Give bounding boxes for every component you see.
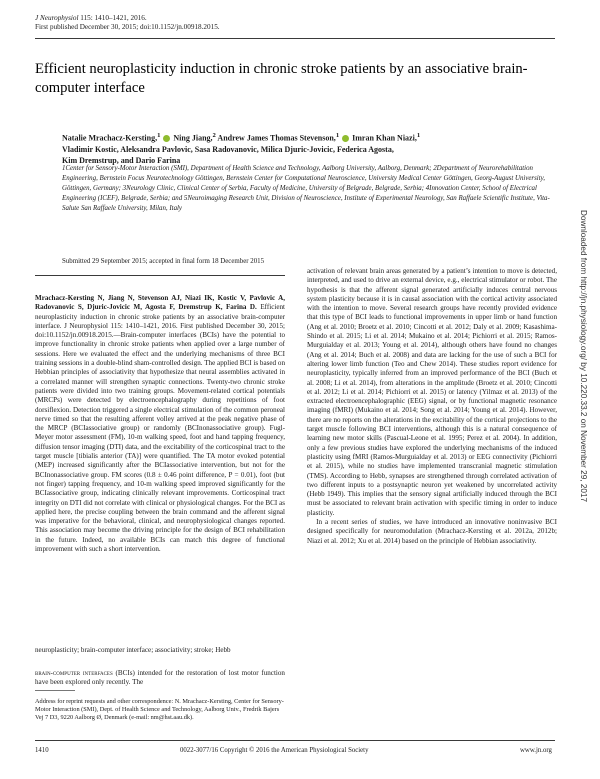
authors-line-3: Kim Dremstrup, and Dario Farina <box>62 155 181 165</box>
abstract-rule <box>35 275 285 276</box>
journal-citation <box>35 14 220 32</box>
copyright: 0022-3077/16 Copyright © 2016 the American Physiological Society <box>180 747 369 754</box>
header-rule <box>35 38 555 39</box>
intro-smallcaps: brain-computer interfaces <box>35 669 113 677</box>
intro-text: (BCIs) intended for the restoration of lost motor function have been explored only recently. The <box>35 669 285 687</box>
orcid-icon[interactable] <box>342 135 349 142</box>
keywords: neuroplasticity; brain-computer interface; associativity; stroke; Hebb <box>35 646 231 654</box>
footnote-rule <box>35 690 75 691</box>
body-column-right <box>307 267 557 546</box>
correspondence-footnote: Address for reprint requests and other correspondence: N. Mrachacz-Kersting, Center for Sensory-Motor Interaction (SMI), Dept. of Health Science and Technology, Aalborg Univ., Fredrik Bajers Vej 7 D3, 9220 Aalborg Ø, Denmark (e-mail: nm@hst.aau.dk). <box>35 698 284 722</box>
published-line: First published December 30, 2015; doi:10.1152/jn.00918.2015. <box>35 23 220 31</box>
author-3: Andrew James Thomas Stevenson, <box>217 133 336 143</box>
article-title: Efficient neuroplasticity induction in chronic stroke patients by an associative brain-computer interface <box>35 61 528 96</box>
footer-rule <box>35 740 555 741</box>
journal-url[interactable]: www.jn.org <box>520 747 552 754</box>
author-4: Imran Khan Niazi, <box>352 133 417 143</box>
abstract-body: Efficient neuroplasticity induction in chronic stroke patients by an associative brain-computer interface. J Neurophysiol 115: 1410–1421, 2016. First published December 30, 2015; doi:10.1152/jn.00918.2015.—Brain-computer interfaces (BCIs) have the potential to improve functionality in chronic stroke patients when applied over a large number of sessions. Here we evaluated the effect and the underlying mechanisms of three BCI training sessions in a double-blind sham-controlled design. The applied BCI is based on Hebbian principles of associativity that hypothesize that neural assemblies activated in a correlated manner will strengthen synaptic connections. Twenty-two chronic stroke patients were divided into two training groups. Movement-related cortical potentials (MRCPs) were detected by electroencephalography during repetitions of foot dorsiflexion. Detection triggered a single electrical stimulation of the common peroneal nerve timed so that the resulting afferent volley arrived at the peak negative phase of the MRCP (BCIassociative group) or randomly (BCInonassociative group). Fugl-Meyer motor assessment (FM), 10-m walking speed, foot and hand tapping frequency, diffusion tensor imaging (DTI) data, and the excitability of the corticospinal tract to the target muscle [tibialis anterior (TA)] were quantified. The TA motor evoked potential (MEP) increased significantly after the BCIassociative intervention, but not for the BCInonassociative group. FM scores (0.8 ± 0.46 point difference, P = 0.01), foot (but not finger) tapping frequency, and 10-m walking speed improved significantly for the BCIassociative group, indicating clinically relevant improvements. Corticospinal tract integrity on DTI did not correlate with clinical or physiological changes. For the BCI as applied here, the precise coupling between the brain command and the afferent signal was imperative for the behavioral, clinical, and neurophysiological changes reported. This association may become the driving principle for the design of BCI rehabilitation in the future. Indeed, no available BCIs can match this degree of functional improvement with such a short intervention. <box>35 303 285 554</box>
orcid-icon[interactable] <box>163 135 170 142</box>
authors-line-2: Vladimir Kostic, Aleksandra Pavlovic, Sasa Radovanovic, Milica Djuric-Jovicic, Federica Agosta, <box>62 144 394 154</box>
author-1: Natalie Mrachacz-Kersting, <box>62 133 158 143</box>
author-2: Ning Jiang, <box>173 133 213 143</box>
abstract <box>35 294 285 554</box>
citation: 115: 1410–1421, 2016. <box>80 14 147 22</box>
intro-paragraph <box>35 669 285 688</box>
author-list: Natalie Mrachacz-Kersting,$^1$ Ning Jiang,$^2$ Andrew James Thomas Stevenson,$^1$ Imran Khan Niazi,$^1$ Vladimir Kostic, Aleksandra Pavlovic, Sasa Radovanovic, Milica Djuric-Jovicic, Federica Agosta, Kim Dremstrup, and Dario Farina <box>62 132 421 165</box>
submission-dates: Submitted 29 September 2015; accepted in final form 18 December 2015 <box>62 258 265 265</box>
download-watermark: Downloaded from http://jn.physiology.org/ by 10.220.33.2 on November 29, 2017 <box>579 210 588 503</box>
body-paragraph-1: activation of relevant brain areas generated by a patient’s intention to move is detected, interpreted, and used to drive an external device, e.g., electrical stimulator or robot. The hypothesis is that the afferent signal generated artificially induces central nervous system plasticity because it is in causal association with the cortical activity associated with the intention to move. Several research groups have recently provided evidence that this type of BCI leads to functional improvements in upper limb or hand function (Ang et al. 2010; Broetz et al. 2010; Cincotti et al. 2012; Daly et al. 2009; Kasashima-Shindo et al. 2015; Li et al. 2014; Mukaino et al. 2014; Pichiorri et al. 2015; Ramos-Murguialday et al. 2013; Young et al. 2014), although others have found no changes (Ang et al. 2014; Buch et al. 2008) and data are lacking for the use of such a BCI for altering lower limb function (Teo and Chew 2014). These studies report evidence for neuroplasticity, typically inferred from an improved performance of the BCI (Buch et al. 2008; Li et al. 2014), from alterations in the amplitude (Broetz et al. 2010; Cincotti et al. 2012; Li et al. 2014; Pichiorri et al. 2015) or latency (Yilmaz et al. 2013) of the extracted electroencephalographic (EEG) signal, or by functional magnetic resonance imaging (fMRI) (Mukaino et al. 2014; Song et al. 2014; Young et al. 2014). However, there are no reports on the alterations in the excitability of the cortical projections to the target muscle following BCI interventions, although this is a natural consequence of learning new motor skills (Pascual-Leone et al. 1995; Perez et al. 2004). In addition, only a few previous studies have explored the underlying mechanisms of the induced plasticity using fMRI (Ramos-Murguialday et al. 2013) or EEG connectivity (Pichiorri et al. 2015), while no studies have implemented transcranial magnetic stimulation (TMS). According to Hebb, synapses are strengthened through correlated activation of two different inputs to a postsynaptic neuron yet weakened by uncorrelated activity (Hebb 1949). This implies that the sensory signal artificially induced through the BCI must be associated to relevant brain activation with specific timing in order to induce plasticity. <box>307 267 557 517</box>
journal-name: J Neurophysiol <box>35 14 79 22</box>
affiliations: 1Center for Sensory-Motor Interaction (SMI), Department of Health Science and Technology, Aalborg University, Aalborg, Denmark; 2Department of Neurorehabilitation Engineering, Bernstein Focus Neurotechnology Göttingen, Bernstein Center for Computational Neuroscience, University Medical Center Göttingen, Georg-August University, Göttingen, Germany; 3Neurology Clinic, Clinical Center of Serbia, Faculty of Medicine, University of Belgrade, Belgrade, Serbia; 4Innovation Center, School of Electrical Engineering (ICEF), Belgrade, Serbia; and 5Neuroimaging Research Unit, Division of Neuroscience, Institute of Experimental Neurology, San Raffaele Scientific Institute, Vita-Salute San Raffaele University, Milan, Italy <box>62 165 550 212</box>
abstract-citation-head: Mrachacz-Kersting N, Jiang N, Stevenson AJ, Niazi IK, Kostic V, Pavlovic A, Radovanovic S, Djuric-Jovicic M, Agosta F, Dremstrup K, Farina D. <box>35 294 285 312</box>
body-paragraph-2: In a recent series of studies, we have introduced an innovative noninvasive BCI designed specifically for neuromodulation (Mrachacz-Kersting et al. 2012a, 2012b; Niazi et al. 2012; Xu et al. 2014) based on the principle of Hebbian associativity. <box>307 518 558 545</box>
page-number: 1410 <box>35 747 49 754</box>
